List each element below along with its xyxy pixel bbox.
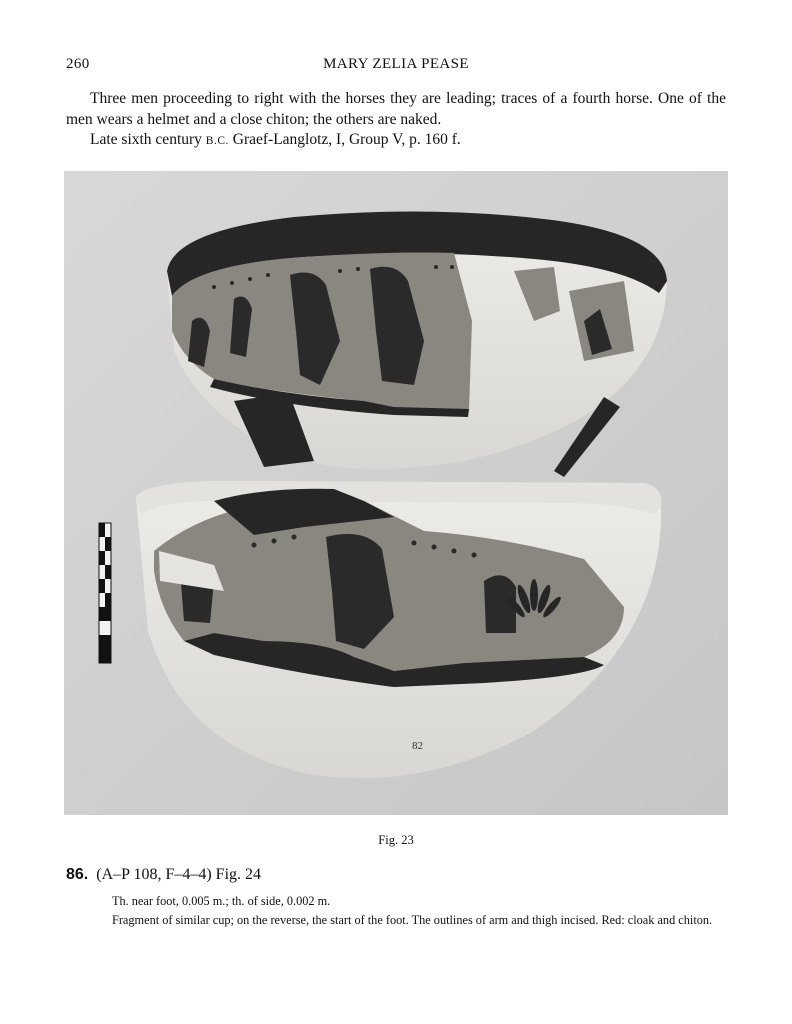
entry-reference: (A–P 108, F–4–4) Fig. 24 [96, 866, 262, 883]
page-number: 260 [66, 56, 90, 72]
photo-plate [64, 171, 728, 815]
catalogue-entry-body [112, 893, 728, 929]
scale-bar [99, 523, 111, 663]
bc-smallcaps: B.C. [205, 135, 229, 147]
entry-description: Fragment of similar cup; on the reverse, the start of the foot. The outlines of arm and thigh incised. Red: cloak and chiton. [112, 913, 713, 927]
intro-date-paragraph [66, 130, 726, 152]
pottery-photograph [64, 171, 728, 815]
intro-paragraph: Three men proceeding to right with the horses they are leading; traces of a fourth horse. One of the men wears a helmet and a close chiton; the others are naked. [66, 90, 726, 128]
catalogue-entry-heading [66, 866, 726, 884]
figure-caption: Fig. 23 [378, 833, 414, 847]
inventory-mark: 82 [412, 740, 423, 752]
date-prefix: Late sixth century [90, 131, 206, 148]
entry-measurements: Th. near foot, 0.005 m.; th. of side, 0.002 m. [112, 894, 331, 908]
reference-text: Graef-Langlotz, I, Group V, p. 160 f. [228, 131, 461, 148]
running-head [66, 56, 726, 76]
running-title: MARY ZELIA PEASE [323, 56, 469, 72]
entry-number: 86. [66, 866, 89, 883]
intro-text [66, 89, 726, 152]
